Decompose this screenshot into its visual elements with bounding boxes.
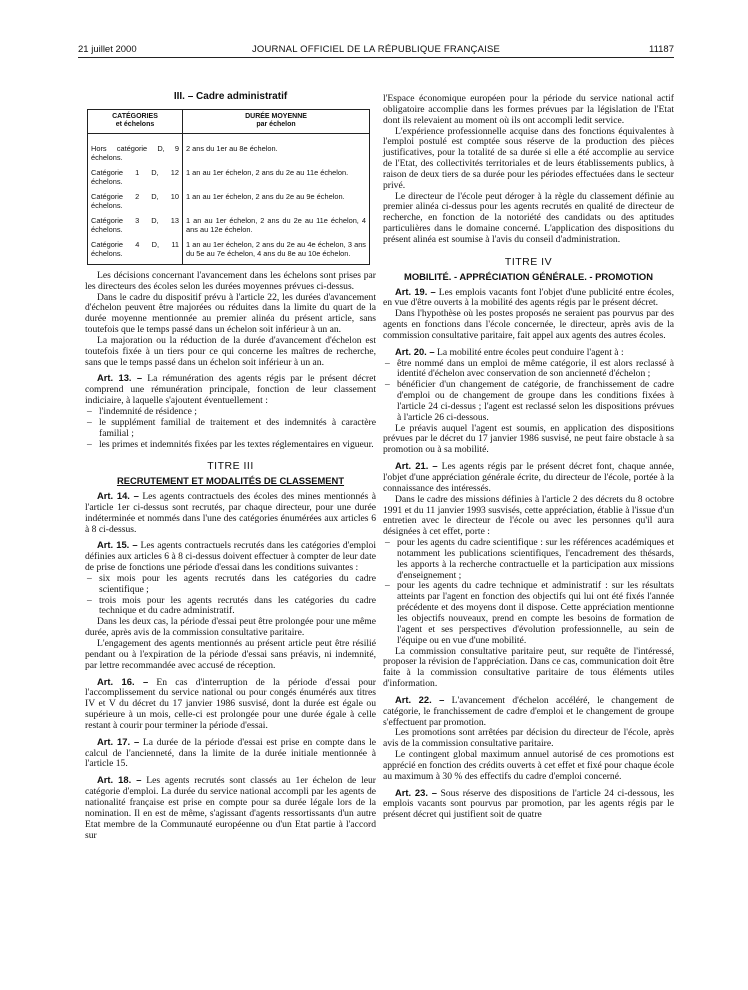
article-13-list xyxy=(85,407,376,450)
article-17 xyxy=(85,737,376,771)
article-13 xyxy=(85,373,376,407)
article-label: Art. 18. – xyxy=(97,774,142,786)
titre-subheading: RECRUTEMENT ET MODALITÉS DE CLASSEMENT xyxy=(116,475,345,487)
section-title: III. – Cadre administratif xyxy=(173,91,288,102)
article-label: Art. 16. – xyxy=(97,675,149,687)
article-18 xyxy=(85,775,376,841)
table-row xyxy=(88,190,370,214)
article-label: Art. 21. – xyxy=(395,460,438,472)
list-item: – le supplément familial de traitement et des indemnités à caractère familial ; xyxy=(85,418,376,440)
article-21 xyxy=(383,461,674,495)
paragraph: La majoration ou la réduction de la durée d'avancement d'échelon est toutefois fixée à un tiers pour ce qui concerne les maîtres de recherche, sans que le temps passé dans un échelon soit inférieur à un an. xyxy=(85,334,376,368)
article-21-list xyxy=(383,538,674,646)
paragraph: l'Espace économique européen pour la période du service national actif obligatoire accomplie dans les formes prévues par la législation de l'Etat dont ils relevaient au moment où ils ont accompli ledit service. xyxy=(383,93,674,126)
table-row xyxy=(88,133,370,166)
left-column xyxy=(85,92,376,841)
article-23 xyxy=(383,788,674,822)
table-row xyxy=(88,166,370,190)
article-text: La durée de la période d'essai est prise en compte dans le calcul de l'ancienneté, dans la limite de la durée initiale mentionnée à l'article 15. xyxy=(85,736,376,770)
article-label: Art. 20. – xyxy=(395,345,435,357)
article-label: Art. 23. – xyxy=(395,786,437,798)
paragraph: Le préavis auquel l'agent est soumis, en application des dispositions prévues par le décret du 17 janvier 1986 susvisé, ne peut faire obstacle à sa promotion ou à sa mobilité. xyxy=(383,422,674,456)
list-item: – trois mois pour les agents recrutés dans les catégories du cadre technique et du cadre administratif. xyxy=(85,596,376,618)
article-20-list xyxy=(383,359,674,424)
paragraph: Les promotions sont arrêtées par décision du directeur de l'école, après avis de la commission consultative paritaire. xyxy=(383,727,674,750)
paragraph: Le directeur de l'école peut déroger à la règle du classement définie au premier alinéa ci-dessus pour les agents recrutés en qualité de directeur de recherche, en fonction de la notoriété des candidats ou des aptitudes particulières dans le domaine concerné. L'application des dispositions du présent alinéa est soumise à l'avis du conseil d'administration. xyxy=(383,190,674,245)
page-header xyxy=(78,44,674,58)
header-journal-title: JOURNAL OFFICIEL DE LA RÉPUBLIQUE FRANÇAISE xyxy=(251,44,501,55)
article-label: Art. 13. – xyxy=(97,372,143,384)
article-20 xyxy=(383,347,674,359)
list-item: – pour les agents du cadre technique et administratif : sur les résultats atteints par l'agent en fonction des objectifs qui lui ont été fixés l'année précédente et des moyens dont il dispose. Cette appréciation mentionne les objectifs nouveaux, prend en compte les besoins de formation de l'agent et ses perspectives d'évolution professionnelle, au sein de l'équipe ou en vue d'une mobilité. xyxy=(383,581,674,646)
article-label: Art. 19. – xyxy=(395,285,436,297)
table-header-categories: CATÉGORIES et échelons xyxy=(88,109,183,133)
table-cell: 2 ans du 1er au 8e échelon. xyxy=(183,133,370,166)
paragraph: Dans les deux cas, la période d'essai peut être prolongée pour une même durée, après avis de la commission consultative paritaire. xyxy=(85,616,376,639)
article-text: En cas d'interruption de la période d'essai pour l'accomplissement du service national ou pour congés énumérés aux titres IV et V du décret du 17 janvier 1986 susvisé, dont la durée est égale ou supérieure à un mois, celle-ci est prolongée pour une durée égale à celle restant à courir pour terminer la période d'essai. xyxy=(85,676,376,731)
table-cell: Catégorie 4 D, 11 échelons. xyxy=(88,238,183,265)
table-cell: Catégorie 3 D, 13 échelons. xyxy=(88,214,183,238)
article-16 xyxy=(85,677,376,732)
titre-heading: TITRE III xyxy=(207,460,254,473)
header-rule xyxy=(78,57,674,58)
article-text: Les agents contractuels recrutés dans les catégories d'emploi définies aux articles 6 à 8 ci-dessus doivent effectuer à compter de leur date de prise de fonctions une période d'essai dans les conditions suivantes : xyxy=(85,540,376,574)
titre-heading: TITRE IV xyxy=(504,255,553,268)
list-item: – l'indemnité de résidence ; xyxy=(85,407,376,418)
paragraph: L'expérience professionnelle acquise dans des fonctions équivalentes à l'emploi postulé est comptée sous réserve de la production des pièces justificatives, pour la totalité de sa durée si elle a été accomplie au service de l'Etat, des collectivités territoriales et de leurs établissements publics, à raison de deux tiers de sa durée pour les périodes effectuées dans le secteur privé. xyxy=(383,125,674,191)
table-row xyxy=(88,214,370,238)
article-15 xyxy=(85,540,376,574)
article-15-list xyxy=(85,574,376,617)
paragraph: Dans l'hypothèse où les postes proposés ne seraient pas pourvus par des agents en fonctions dans l'école concernée, le directeur, après avis de la commission consultative paritaire, fait appel aux agents des autres écoles. xyxy=(383,308,674,341)
article-19 xyxy=(383,287,674,310)
article-text: Les emplois vacants font l'objet d'une publicité entre écoles, en vue d'être ouverts à la mobilité des agents régis par le présent décret. xyxy=(383,286,674,309)
table-cell: Catégorie 1 D, 12 échelons. xyxy=(88,166,183,190)
article-label: Art. 14. – xyxy=(97,490,139,502)
list-item: – pour les agents du cadre scientifique : sur les références académiques et notamment les publications scientifiques, l'encadrement des thésards, les apports à la recherche contractuelle et la participation aux missions d'enseignement ; xyxy=(383,538,674,581)
article-22 xyxy=(383,695,674,729)
titre-subheading: MOBILITÉ. - APPRÉCIATION GÉNÉRALE. - PROMOTION xyxy=(404,270,653,282)
table-cell: Hors catégorie D, 9 échelons. xyxy=(88,133,183,166)
header-page-number: 11187 xyxy=(648,44,674,55)
list-item: – les primes et indemnités fixées par les textes réglementaires en vigueur. xyxy=(85,440,376,451)
table-cell: 1 an au 1er échelon, 2 ans du 2e au 4e échelon, 3 ans du 5e au 7e échelon, 4 ans du 8e au 10e échelon. xyxy=(183,238,370,265)
table-cell: 1 an au 1er échelon, 2 ans du 2e au 9e échelon. xyxy=(183,190,370,214)
article-text: Les agents recrutés sont classés au 1er échelon de leur catégorie d'emploi. La durée du service national accompli par les agents de nationalité française est prise en compte pour sa durée légale lors de la nomination. Il en est de même, s'agissant d'agents ressortissants d'un autre Etat membre de la Communauté européenne ou d'un Etat partie à l'accord sur xyxy=(85,775,376,841)
article-text: La rémunération des agents régis par le présent décret comprend une rémunération principale, fonction de leur classement indiciaire, à laquelle s'ajoutent éventuellement : xyxy=(85,373,376,407)
article-text: La mobilité entre écoles peut conduire l'agent à : xyxy=(434,346,624,358)
paragraph: Dans le cadre du dispositif prévu à l'article 22, les durées d'avancement d'échelon peuvent être majorées ou réduites dans la limite du quart de la durée moyenne mentionnée au premier alinéa du présent article, sans toutefois que le temps passé dans un échelon soit inférieur à un an. xyxy=(85,291,376,336)
table-cell: 1 an au 1er échelon, 2 ans du 2e au 11e échelon, 4 ans au 12e échelon. xyxy=(183,214,370,238)
header-date: 21 juillet 2000 xyxy=(78,44,137,55)
table-cell: Catégorie 2 D, 10 échelons. xyxy=(88,190,183,214)
echelon-table xyxy=(87,109,370,265)
article-text: Les agents contractuels des écoles des mines mentionnés à l'article 1er ci-dessus sont recrutés, par chaque directeur, pour une durée indéterminée et nommés dans l'une des catégories énumérées aux articles 6 à 8 ci-dessus. xyxy=(85,491,376,535)
article-label: Art. 15. – xyxy=(97,539,138,551)
table-header-duree: DURÉE MOYENNE par échelon xyxy=(183,109,370,133)
paragraph: Le contingent global maximum annuel autorisé de ces promotions est apprécié en fonction des crédits ouverts à cet effet et fixé pour chaque école au maximum à 30 % des effectifs du cadre d'emploi concerné. xyxy=(383,749,674,782)
right-column xyxy=(383,94,674,821)
article-label: Art. 17. – xyxy=(97,735,140,747)
paragraph: Les décisions concernant l'avancement dans les échelons sont prises par les directeurs des écoles selon les durées moyennes prévues ci-dessus. xyxy=(85,269,376,292)
article-label: Art. 22. – xyxy=(395,693,445,705)
list-item: – bénéficier d'un changement de catégorie, de franchissement de cadre d'emploi ou de changement de groupe dans les conditions fixées à l'article 24 ci-dessus ; l'agent est reclassé selon les dispositions prévues à l'article 26 ci-dessous. xyxy=(383,380,674,423)
article-14 xyxy=(85,491,376,535)
list-item: – six mois pour les agents recrutés dans les catégories du cadre scientifique ; xyxy=(85,574,376,596)
table-cell: 1 an au 1er échelon, 2 ans du 2e au 11e échelon. xyxy=(183,166,370,190)
paragraph: La commission consultative paritaire peut, sur requête de l'intéressé, proposer la révision de l'appréciation. Dans ce cas, communication doit être faite à la commission consultative paritaire de tous éléments utiles d'information. xyxy=(383,645,674,690)
article-text: Les agents régis par le présent décret font, chaque année, l'objet d'une appréciation générale écrite, du directeur de l'école, portée à la connaissance des intéressés. xyxy=(383,461,674,494)
article-text: Sous réserve des dispositions de l'article 24 ci-dessous, les emplois vacants sont pourvus par promotion, par les agents régis par le présent décret qui justifient soit de quatre xyxy=(383,787,674,821)
paragraph: L'engagement des agents mentionnés au présent article peut être résilié pendant ou à l'expiration de la période d'essai sans préavis, ni indemnité, par lettre recommandée avec accusé de réception. xyxy=(85,638,376,671)
table-row xyxy=(88,238,370,265)
article-text: L'avancement d'échelon accéléré, le changement de catégorie, le franchissement de cadre d'emploi et le changement de groupe s'effectuent par promotion. xyxy=(383,694,675,728)
list-item: – être nommé dans un emploi de même catégorie, il est alors reclassé à identité d'échelon avec conservation de son ancienneté d'échelon ; xyxy=(383,359,674,381)
paragraph: Dans le cadre des missions définies à l'article 2 des décrets du 8 octobre 1991 et du 11 janvier 1993 susvisés, cette appréciation, établie à l'issue d'un entretien avec le directeur de l'école ou avec les personnes qu'il aura désignées à cet effet, porte : xyxy=(383,493,674,538)
